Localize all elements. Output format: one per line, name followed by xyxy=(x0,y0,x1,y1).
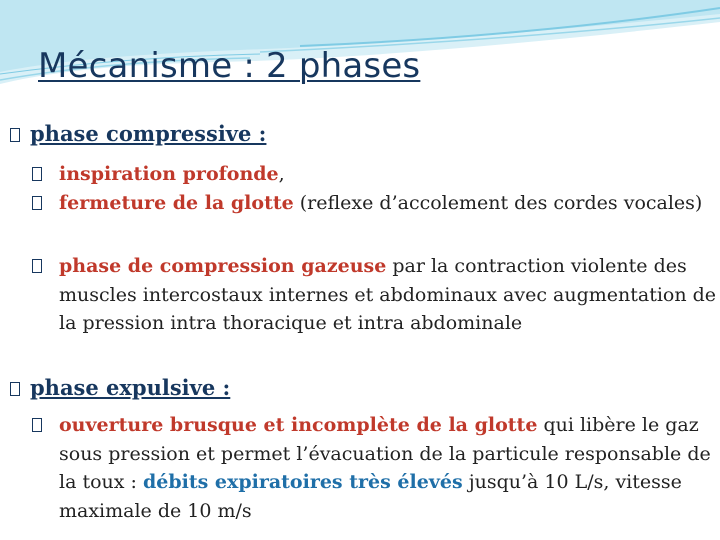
box-bullet-icon xyxy=(10,375,30,401)
list-item: inspiration profonde, xyxy=(32,160,720,189)
box-bullet-icon xyxy=(32,252,59,281)
box-bullet-icon xyxy=(32,411,59,440)
list-item: phase de compression gazeuse par la contraction violente des muscles intercostaux internes et abdominaux avec augmentation de la pression intra thoracique et intra abdominale xyxy=(32,252,720,338)
phase-expulsive-heading: phase expulsive : xyxy=(10,375,700,401)
list-item: fermeture de la glotte (reflexe d’accolement des cordes vocales) xyxy=(32,189,720,218)
list-item: ouverture brusque et incomplète de la glotte qui libère le gaz sous pression et permet l’évacuation de la particule responsable de la toux : débits expiratoires très élevés jusqu’à 10 L/s, vitesse maximale de 10 m/s xyxy=(32,411,720,525)
box-bullet-icon xyxy=(32,189,59,218)
box-bullet-icon xyxy=(10,121,30,147)
box-bullet-icon xyxy=(32,160,59,189)
slide-title: Mécanisme : 2 phases xyxy=(38,46,421,86)
phase-compressive-heading: phase compressive : xyxy=(10,121,700,147)
